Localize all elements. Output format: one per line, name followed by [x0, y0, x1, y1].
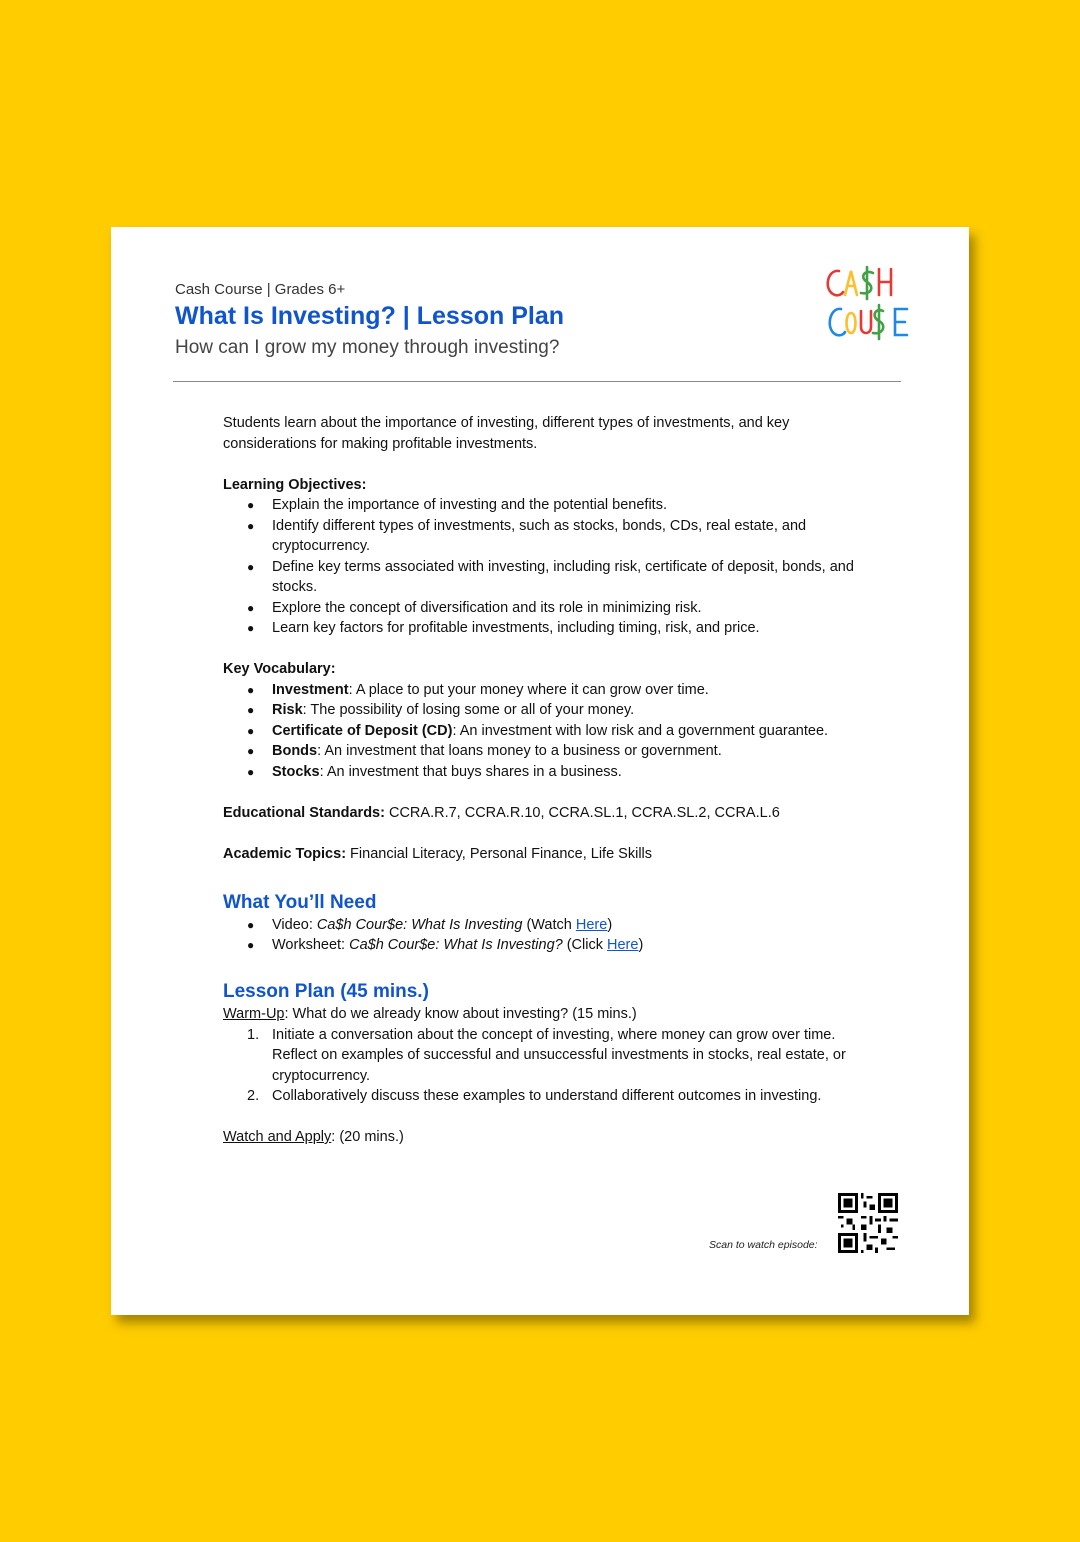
item-title: Ca$h Cour$e: What Is Investing?: [349, 937, 563, 953]
warmup-line: [223, 1004, 863, 1025]
materials-list: [223, 915, 863, 956]
item-title: Ca$h Cour$e: What Is Investing: [316, 916, 523, 933]
list-item: [223, 700, 863, 721]
scan-caption: Scan to watch episode:: [709, 1239, 818, 1251]
warmup-text: : What do we already know about investing? (15 mins.): [284, 1006, 637, 1022]
header-divider: [173, 381, 901, 382]
item-mid: (Click: [562, 937, 608, 953]
step-text: Initiate a conversation about the concept of investing, where money can grow over time. Reflect on examples of successful and unsuccessful investments in stocks, real estate, or cryptocurrency.: [272, 1026, 846, 1084]
list-item: [223, 721, 863, 742]
list-item: [223, 1086, 863, 1107]
item-suffix: ): [607, 916, 613, 933]
item-suffix: ): [638, 937, 644, 953]
objectives-label: Learning Objectives:: [223, 476, 367, 493]
list-item: ● Learn key factors for profitable investments, including timing, risk, and price.: [223, 618, 863, 639]
list-item: ● Identify different types of investments, such as stocks, bonds, CDs, real estate, and cryptocurrency.: [223, 516, 863, 557]
vocab-definition: : A place to put your money where it can grow over time.: [348, 681, 709, 698]
vocab-definition: : An investment that buys shares in a business.: [319, 763, 622, 780]
watch-apply-text: : (20 mins.): [331, 1129, 404, 1145]
item-mid: (Watch: [522, 916, 576, 933]
standards-label: Educational Standards:: [223, 804, 385, 821]
vocab-term: Investment: [272, 681, 349, 698]
cash-course-logo: [821, 263, 913, 343]
objectives-list: [223, 495, 863, 639]
intro-paragraph: Students learn about the importance of investing, different types of investments, and key considerations for making profitable investments.: [223, 415, 790, 452]
lesson-plan-page: [111, 227, 969, 1315]
lesson-content: [223, 413, 863, 1148]
list-item: [223, 915, 863, 936]
step-number: 2.: [247, 1088, 260, 1104]
worksheet-here-link[interactable]: Here: [607, 937, 639, 953]
topics-value: Financial Literacy, Personal Finance, Life Skills: [346, 845, 653, 862]
list-item: [223, 741, 863, 762]
list-item: ● Explore the concept of diversification and its role in minimizing risk.: [223, 598, 863, 619]
vocabulary-list: [223, 680, 863, 783]
academic-topics: [223, 844, 863, 865]
vocab-definition: : The possibility of losing some or all of your money.: [302, 702, 635, 718]
header-meta: Cash Course | Grades 6+: [175, 281, 346, 298]
item-prefix: Worksheet:: [272, 937, 350, 953]
watch-apply-label: Watch and Apply: [223, 1129, 332, 1145]
list-item: [223, 680, 863, 701]
warmup-steps: [223, 1025, 863, 1107]
vocab-term: Bonds: [272, 743, 318, 759]
item-prefix: Video:: [272, 916, 317, 933]
step-text: Collaboratively discuss these examples to understand different outcomes in investing.: [272, 1088, 822, 1104]
vocab-definition: : An investment that loans money to a business or government.: [317, 743, 722, 759]
page-title: What Is Investing? | Lesson Plan: [175, 302, 565, 330]
vocabulary-label: Key Vocabulary:: [223, 661, 336, 677]
warmup-label: Warm-Up: [223, 1006, 285, 1022]
vocab-term: Risk: [272, 702, 303, 718]
step-number: 1.: [247, 1026, 260, 1043]
lesson-plan-heading: Lesson Plan (45 mins.): [223, 981, 429, 1002]
list-item: ● Define key terms associated with investing, including risk, certificate of deposit, bonds, and stocks.: [223, 557, 863, 598]
page-subtitle: How can I grow my money through investing?: [175, 337, 560, 358]
list-item: [223, 1025, 863, 1087]
qr-code[interactable]: [838, 1193, 898, 1253]
video-here-link[interactable]: Here: [575, 916, 608, 933]
watch-apply-line: [223, 1127, 863, 1148]
list-item: [223, 762, 863, 783]
what-youll-need-heading: What You’ll Need: [223, 891, 377, 913]
topics-label: Academic Topics:: [223, 845, 347, 862]
vocab-definition: : An investment with low risk and a government guarantee.: [452, 722, 829, 739]
vocab-term: Stocks: [272, 763, 320, 780]
list-item: ● Explain the importance of investing and the potential benefits.: [223, 495, 863, 516]
educational-standards: [223, 803, 863, 824]
vocab-term: Certificate of Deposit (CD): [272, 722, 453, 739]
standards-value: CCRA.R.7, CCRA.R.10, CCRA.SL.1, CCRA.SL.2, CCRA.L.6: [384, 804, 780, 821]
list-item: [223, 935, 863, 956]
